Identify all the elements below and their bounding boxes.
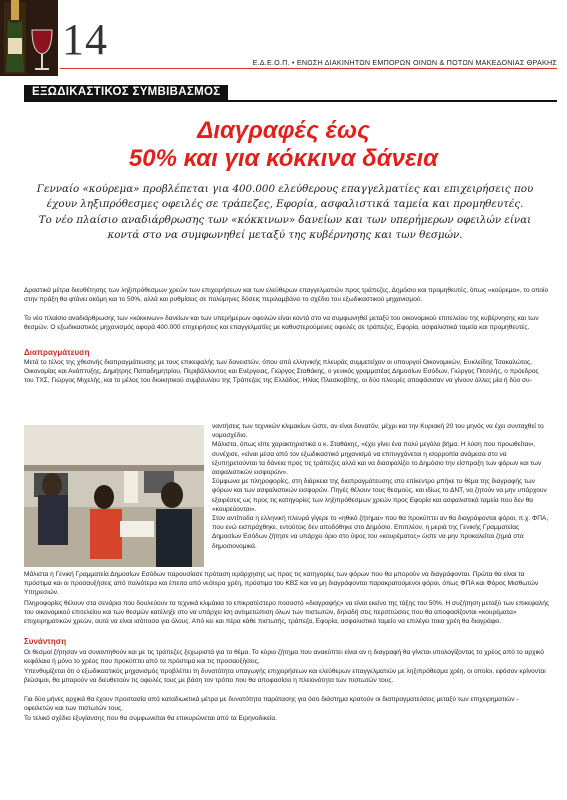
section2-paragraph-2: Υπενθυμίζεται ότι ο εξωδικαστικός μηχανισμός προβλέπει τη δυνατότητα υπαγωγής επιχειρήσεων και ελεύθερων επαγγελματιών με ληξιπρόθεσμα χρέη, οι οποίοι, εφόσον κρίνονται βιώσιμοι, θα μπορούν να διευθετούν τις οφειλές τους με βάση τον τρόπο που θα αποφασίσει η πλειονότητα των πιστωτών τους.	[24, 668, 546, 685]
section1-paragraph-after: Μάλιστα η Γενική Γραμματεία Δημοσίων Εσόδων παρουσίασε πρόταση ιεράρχησης ως προς τις κατηγορίες των φόρων που θα μπορούν να διαγράφονται. Πρώτα θα είναι τα πρόστιμα και οι προσαυξήσεις από παλιότερα και έπειτα από νεότερα χρέη, πρόστιμα του ΚΒΣ και να μη διαγράφονται παρακρατούμενοι φόροι, όπως ΦΠΑ και Φόρος Μισθωτών Υπηρεσιών.	[24, 571, 539, 597]
right-col-paragraph-3: Σύμφωνα με πληροφορίες, στη διάρκεια της διαπραγμάτευσης στο επίκεντρο μπήκε το θέμα της διαγραφής των φόρων και των ασφαλιστικών εισφορών. Πηγές θέλουν τους θεσμούς, και ιδίως το ΔΝΤ, να ζητούν να μην υπάρχουν εξαιρέσεις ως προς τις κατηγορίες των ληξιπρόθεσμων χρεών προς Εφορία και ασφαλιστικά ταμεία που δεν θα «κουρεύονται».	[212, 478, 547, 513]
lead-paragraph-2: Το νέο πλαίσιο αναδιάρθρωσης των «κόκκινων» δανείων και των υπερήμερων οφειλών είναι κοντά στο να συμφωνηθεί μεταξύ της κυβέρνησης και των θεσμών.	[38, 214, 532, 241]
section1-paragraph-1: Μετά το τέλος της χθεσινής διαπραγμάτευσης με τους επικεφαλής των δανειστών, όπου από ελληνικής πλευράς συμμετείχαν οι υπουργοί Οικονομικών, Ευκλείδης Τσακαλώτος, Οικονομίας και Ανάπτυξης, Δημήτρης Παπαδημητρίου, Περιβάλλοντος και Ενέργειας, Γιώργος Σταθάκης, ο γενικός γραμματέας Δημοσίων Εσόδων, Γιώργος Πιτσιλής, ο πρόεδρος του ΤΧΣ, Γιώργος Μιχελής, και το μέλος του διοικητικού συμβουλίου της Τράπεζας της Ελλάδος, Ηλίας Πλασκοβίτης, οι δύο πλευρές αποφάσισαν να γίνουν άλλες μία ή δύο συ-	[24, 359, 539, 385]
section2-paragraph-4: Το τελικό σχέδιο εξυγίανσης που θα συμφωνείται θα επικυρώνεται από τα Ειρηνοδικεία.	[24, 715, 277, 722]
section1-paragraph-after-2: Πληροφορίες θέλουν στα σενάρια που δουλεύουν τα τεχνικά κλιμάκια το επικρατέστερο ποσοστό «διαγραφής» να είναι εκείνο της τάξης του 50%. Η συζήτηση μεταξύ των επικεφαλής του οικονομικού επιτελείου και των θεσμών κατέληξε στο να υπάρχει ίση αντιμετώπιση όλων των πιστωτών, δηλαδή στις περιπτώσεις που θα αποφασίζονται «κουρέματα» επιχειρηματικών χρεών, αυτά να είναι ισόποσα για όλους. Από κει και πέρα κάθε πιστωτής, τράπεζα, Εφορία, ασφαλιστικό ταμείο να επιλέγει ποια χρέη θα διαγράφει.	[24, 600, 549, 626]
section2-paragraph-1: Οι θεσμοί ζήτησαν να συναντηθούν και με τις τράπεζες ξεχωριστά για το θέμα. Το κύριο ζήτημα που ανακύπτει είναι αν η διαγραφή θα γίνεται υπολογίζοντας το χρέος από το αρχικό κεφάλαιο ή μόνο το χρέος που προκύπτει από τα πρόστιμα και τις προσαυξήσεις.	[24, 649, 544, 666]
intro-paragraph-1: Δραστικά μέτρα διευθέτησης των ληξιπρόθεσμων χρεών των επιχειρήσεων και των ελεύθερων επαγγελματιών προς τράπεζες, Δημόσιο και προμηθευτές, όπως «κούρεμα», το οποίο στην πράξη θα φτάνει ακόμη και το 50%, αλλά και ρυθμίσεις σε πολύμηνες δόσεις περιλαμβάνει το σχέδιο του εξωδικαστικού μηχανισμού.	[24, 287, 549, 304]
headline-line-2: 50% και για κόκκινα δάνεια	[128, 145, 439, 172]
bank-office-photo	[24, 425, 204, 567]
section-title-diapragmateusi: Διαπραγμάτευση	[24, 348, 90, 357]
section2-paragraph-3: Για δύο μήνες αρχικά θα έχουν προστασία από καταδιωκτικά μέτρα με δυνατότητα παράτασης για όσο διάστημα κρατούν οι διαπραγματεύσεις μεταξύ των επιχειρηματιών - οφειλετών και των πιστωτών τους.	[24, 696, 519, 713]
headline-line-1: Διαγραφές έως	[197, 117, 370, 144]
section-label: ΕΞΩΔΙΚΑΣΤΙΚΟΣ ΣΥΜΒΙΒΑΣΜΟΣ	[24, 85, 228, 100]
lead-paragraph-1: Γενναίο «κούρεμα» προβλέπεται για 400.000 ελεύθερους επαγγελματίες και επιχειρήσεις που έχουν ληξιπρόθεσμες οφειλές σε τράπεζες, Εφορία, ασφαλιστικά ταμεία και προμηθευτές.	[36, 183, 534, 210]
section-divider	[24, 100, 557, 102]
right-col-paragraph-4: Στον αντίποδα η ελληνική πλευρά γίγερε το «ηθικό ζήτημα» που θα προκύπτει αν θα διαγράφονται φόροι, π.χ. ΦΠΑ, που ενώ εισπράχθηκε, εντούτοις δεν αποδόθηκε στο Δημόσιο. Επιπλέον, η μεριά της Γενικής Γραμματείας Δημοσίων Εσόδων ζήτησε να υπάρχει όριο στο ύψος του «κουρέματος» ώστε να μην προκαλείται ζημιά στα δημοσιονομικά.	[212, 515, 549, 550]
header-divider	[60, 68, 557, 69]
organization-name: Ε.Δ.Ε.Ο.Π. • ΕΝΩΣΗ ΔΙΑΚΙΝΗΤΩΝ ΕΜΠΟΡΩΝ ΟΙΝΩΝ & ΠΟΤΩΝ ΜΑΚΕΔΟΝΙΑΣ ΘΡΑΚΗΣ	[252, 58, 557, 67]
page-header	[0, 0, 567, 78]
page-number: 14	[62, 15, 108, 64]
section-title-synantisi: Συνάντηση	[24, 637, 67, 646]
intro-paragraph-2: Το νέο πλαίσιο αναδιάρθρωσης των «κόκκινων» δανείων και των υπερήμερων οφειλών είναι κοντά στο να συμφωνηθεί μεταξύ του οικονομικού επιτελείου της κυβέρνησης και των θεσμών. Ο εξωδικαστικός μηχανισμός αφορά 400.000 επιχειρήσεις και επαγγελματίες με καθυστερούμενες οφειλές σε τράπεζες, Εφορία, ασφαλιστικά ταμεία και προμηθευτές.	[24, 315, 539, 332]
wine-bottle-glass-icon	[0, 0, 58, 76]
right-col-paragraph-1: ναντήσεις των τεχνικών κλιμακίων ώστε, αν είναι δυνατόν, μέχρι και την Κυριακή 20 του μηνός να έχει συνταχθεί το νομοσχέδιο.	[212, 423, 544, 440]
right-col-paragraph-2: Μάλιστα, όπως είπε χαρακτηριστικά ο κ. Σταθάκης, «έχει γίνει ένα πολύ μεγάλο βήμα. Η λύση που προωθείται», συνέχισε, «είναι μέσα από τον εξωδικαστικό μηχανισμό να επιτυγχάνεται η ισορροπία ανάμεσα στο να εξυπηρετούνται τα δάνεια προς τις τράπεζες αλλά και να διασφαλίζει το Δημόσιο την είσπραξη των φόρων και των ασφαλιστικών εισφορών».	[212, 441, 542, 477]
